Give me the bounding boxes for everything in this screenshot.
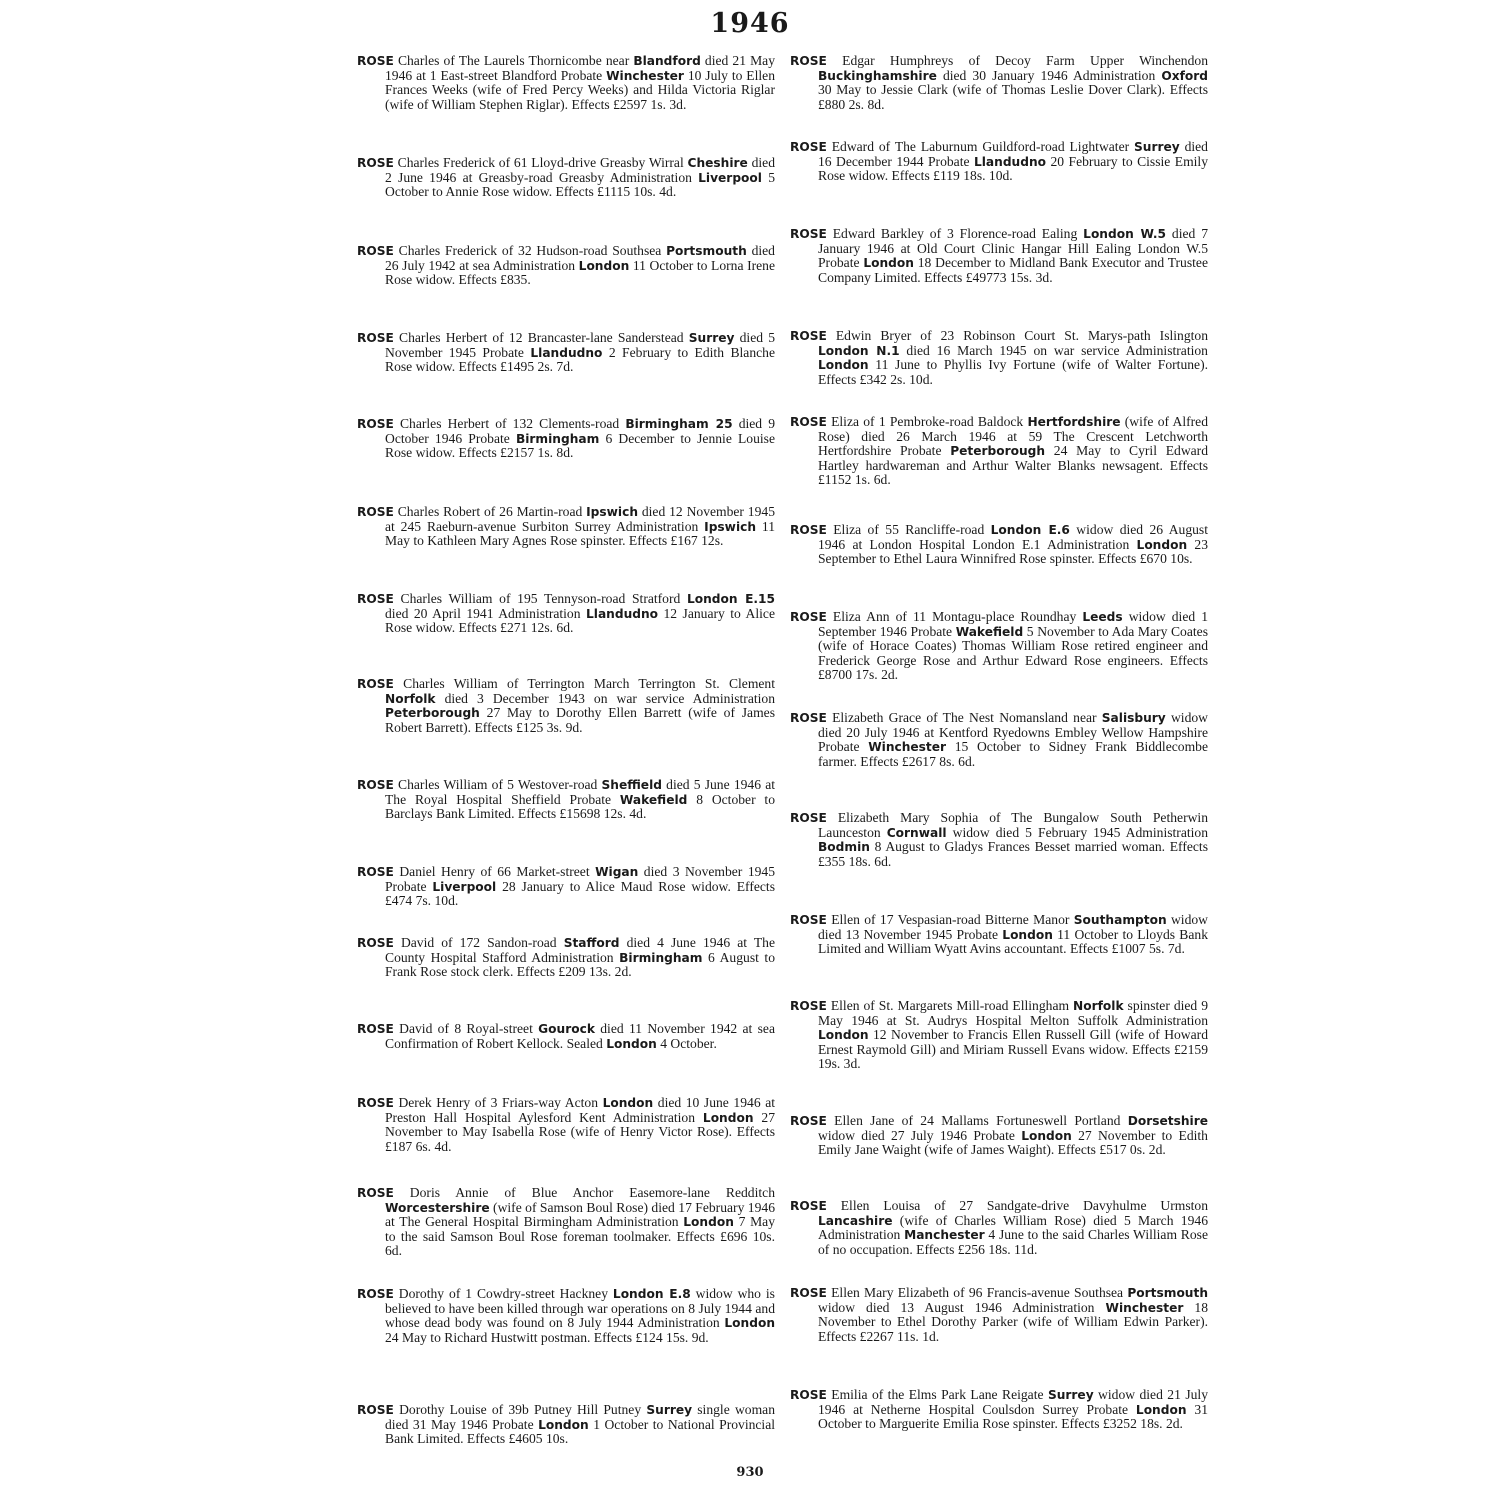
probate-entry: ROSE Charles Robert of 26 Martin-road Ipswich died 12 November 1945 at 245 Raeburn-avenue Surbiton Surrey Administration Ipswich 11 May to Kathleen Mary Agnes Rose spinster. Effects £167 12s. [357, 504, 775, 548]
probate-entry: ROSE David of 8 Royal-street Gourock died 11 November 1942 at sea Confirmation of Robert Kellock. Sealed London 4 October. [357, 1021, 775, 1051]
probate-entry: ROSE Ellen Jane of 24 Mallams Fortuneswell Portland Dorsetshire widow died 27 July 1946 Probate London 27 November to Edith Emily Jane Waight (wife of James Waight). Effects £517 0s. 2d. [790, 1113, 1208, 1157]
probate-entry: ROSE Ellen of 17 Vespasian-road Bitterne Manor Southampton widow died 13 November 1945 Probate London 11 October to Lloyds Bank Limited and William Wyatt Avins accountant. Effects £1007 5s. 7d. [790, 912, 1208, 956]
probate-entry: ROSE Ellen Mary Elizabeth of 96 Francis-avenue Southsea Portsmouth widow died 13 August 1946 Administration Winchester 18 November to Ethel Dorothy Parker (wife of William Edwin Parker). Effects £2267 11s. 1d. [790, 1285, 1208, 1344]
probate-entry: ROSE Elizabeth Grace of The Nest Nomansland near Salisbury widow died 20 July 1946 at Kentford Ryedowns Embley Wellow Hampshire Probate Winchester 15 October to Sidney Frank Biddlecombe farmer. Effects £2617 8s. 6d. [790, 710, 1208, 769]
probate-entry: ROSE Eliza Ann of 11 Montagu-place Roundhay Leeds widow died 1 September 1946 Probate Wakefield 5 November to Ada Mary Coates (wife of Horace Coates) Thomas William Rose retired engineer and Frederick George Rose and Arthur Edward Rose engineers. Effects £8700 17s. 2d. [790, 609, 1208, 682]
page-number: 930 [736, 1465, 764, 1480]
probate-entry: ROSE Edwin Bryer of 23 Robinson Court St. Marys-path Islington London N.1 died 16 March 1945 on war service Administration London 11 June to Phyllis Ivy Fortune (wife of Walter Fortune). Effects £342 2s. 10d. [790, 328, 1208, 387]
probate-entry: ROSE Dorothy Louise of 39b Putney Hill Putney Surrey single woman died 31 May 1946 Probate London 1 October to National Provincial Bank Limited. Effects £4605 10s. [357, 1402, 776, 1446]
probate-entry: ROSE Derek Henry of 3 Friars-way Acton London died 10 June 1946 at Preston Hall Hospital Aylesford Kent Administration London 27 November to May Isabella Rose (wife of Henry Victor Rose). Effects £187 6s. 4d. [357, 1095, 776, 1154]
probate-entry: ROSE Ellen of St. Margarets Mill-road Ellingham Norfolk spinster died 9 May 1946 at St. Audrys Hospital Melton Suffolk Administration London 12 November to Francis Ellen Russell Gill (wife of Howard Ernest Raymold Gill) and Miriam Russell Evans widow. Effects £2159 19s. 3d. [790, 998, 1208, 1071]
probate-entry: ROSE Dorothy of 1 Cowdry-street Hackney London E.8 widow who is believed to have been killed through war operations on 8 July 1944 and whose dead body was found on 8 July 1944 Administration London 24 May to Richard Hustwitt postman. Effects £124 15s. 9d. [357, 1286, 775, 1345]
probate-entry: ROSE Eliza of 1 Pembroke-road Baldock Hertfordshire (wife of Alfred Rose) died 26 March 1946 at 59 The Crescent Letchworth Hertfordshire Probate Peterborough 24 May to Cyril Edward Hartley hardwareman and Arthur Walter Blanks newsagent. Effects £1152 1s. 6d. [790, 414, 1208, 487]
probate-entry: ROSE Charles Herbert of 132 Clements-road Birmingham 25 died 9 October 1946 Probate Birmingham 6 December to Jennie Louise Rose widow. Effects £2157 1s. 8d. [357, 416, 776, 460]
probate-entry: ROSE Edward of The Laburnum Guildford-road Lightwater Surrey died 16 December 1944 Probate Llandudno 20 February to Cissie Emily Rose widow. Effects £119 18s. 10d. [790, 139, 1208, 183]
page-year-heading: 1946 [710, 8, 790, 39]
probate-entry: ROSE Eliza of 55 Rancliffe-road London E.6 widow died 26 August 1946 at London Hospital London E.1 Administration London 23 September to Ethel Laura Winnifred Rose spinster. Effects £670 10s. [790, 522, 1208, 566]
probate-entry: ROSE Charles Frederick of 32 Hudson-road Southsea Portsmouth died 26 July 1942 at sea Administration London 11 October to Lorna Irene Rose widow. Effects £835. [357, 243, 776, 287]
probate-entry: ROSE Charles William of Terrington March Terrington St. Clement Norfolk died 3 December 1943 on war service Administration Peterborough 27 May to Dorothy Ellen Barrett (wife of James Robert Barrett). Effects £125 3s. 9d. [357, 676, 775, 735]
probate-entry: ROSE Charles Frederick of 61 Lloyd-drive Greasby Wirral Cheshire died 2 June 1946 at Greasby-road Greasby Administration Liverpool 5 October to Annie Rose widow. Effects £1115 10s. 4d. [357, 155, 775, 199]
probate-entry: ROSE Charles William of 5 Westover-road Sheffield died 5 June 1946 at The Royal Hospital Sheffield Probate Wakefield 8 October to Barclays Bank Limited. Effects £15698 12s. 4d. [357, 777, 775, 821]
probate-entry: ROSE Edgar Humphreys of Decoy Farm Upper Winchendon Buckinghamshire died 30 January 1946 Administration Oxford 30 May to Jessie Clark (wife of Thomas Leslie Dover Clark). Effects £880 2s. 8d. [790, 53, 1208, 112]
probate-entry: ROSE David of 172 Sandon-road Stafford died 4 June 1946 at The County Hospital Stafford Administration Birmingham 6 August to Frank Rose stock clerk. Effects £209 13s. 2d. [357, 935, 776, 979]
probate-entry: ROSE Doris Annie of Blue Anchor Easemore-lane Redditch Worcestershire (wife of Samson Boul Rose) died 17 February 1946 at The General Hospital Birmingham Administration London 7 May to the said Samson Boul Rose foreman toolmaker. Effects £696 10s. 6d. [357, 1185, 775, 1258]
probate-entry: ROSE Charles William of 195 Tennyson-road Stratford London E.15 died 20 April 1941 Administration Llandudno 12 January to Alice Rose widow. Effects £271 12s. 6d. [357, 591, 776, 635]
probate-entry: ROSE Edward Barkley of 3 Florence-road Ealing London W.5 died 7 January 1946 at Old Court Clinic Hangar Hill Ealing London W.5 Probate London 18 December to Midland Bank Executor and Trustee Company Limited. Effects £49773 15s. 3d. [790, 226, 1209, 285]
probate-entry: ROSE Charles Herbert of 12 Brancaster-lane Sanderstead Surrey died 5 November 1945 Probate Llandudno 2 February to Edith Blanche Rose widow. Effects £1495 2s. 7d. [357, 330, 776, 374]
probate-entry: ROSE Ellen Louisa of 27 Sandgate-drive Davyhulme Urmston Lancashire (wife of Charles William Rose) died 5 March 1946 Administration Manchester 4 June to the said Charles William Rose of no occupation. Effects £256 18s. 11d. [790, 1198, 1208, 1257]
probate-entry: ROSE Charles of The Laurels Thornicombe near Blandford died 21 May 1946 at 1 East-street Blandford Probate Winchester 10 July to Ellen Frances Weeks (wife of Fred Percy Weeks) and Hilda Victoria Riglar (wife of William Stephen Riglar). Effects £2597 1s. 3d. [357, 53, 775, 112]
probate-entry: ROSE Daniel Henry of 66 Market-street Wigan died 3 November 1945 Probate Liverpool 28 January to Alice Maud Rose widow. Effects £474 7s. 10d. [357, 864, 776, 908]
probate-entry: ROSE Elizabeth Mary Sophia of The Bungalow South Petherwin Launceston Cornwall widow died 5 February 1945 Administration Bodmin 8 August to Gladys Frances Besset married woman. Effects £355 18s. 6d. [790, 810, 1208, 869]
probate-entry: ROSE Emilia of the Elms Park Lane Reigate Surrey widow died 21 July 1946 at Netherne Hospital Coulsdon Surrey Probate London 31 October to Marguerite Emilia Rose spinster. Effects £3252 18s. 2d. [790, 1387, 1208, 1431]
